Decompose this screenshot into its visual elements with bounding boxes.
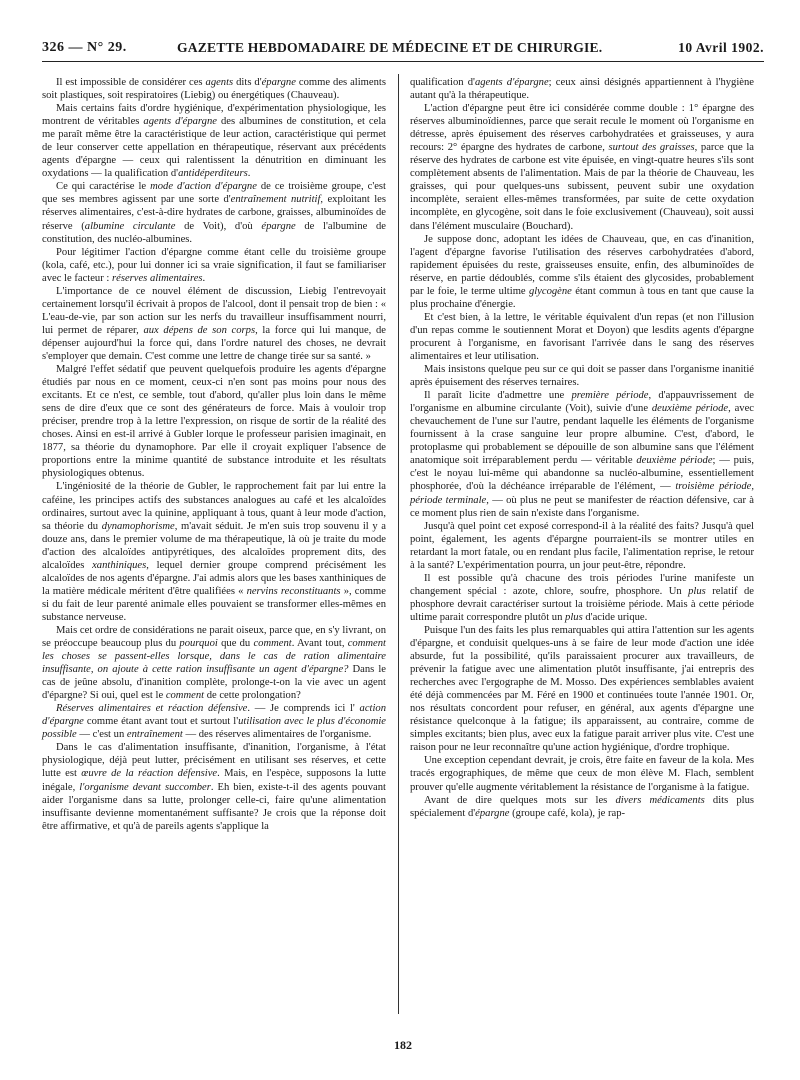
italic-run: entraînement nutritif [230, 194, 321, 206]
text-run: étant commun à tous en tant que cause la plus prochaine d'énergie. [410, 285, 754, 310]
italic-run: mode d'action d'épargne [150, 181, 257, 193]
left-text-column [42, 76, 386, 833]
text-run: ; ceux ainsi désignés appartiennent à l'hygiène autant qu'à la thérapeutique. [410, 77, 754, 102]
text-run: Dans le cas d'alimentation insuffisante, d'inanition, l'organisme, à l'état physiologique, déjà peut lutter, précisément en utilisant ses réserves, et cette lutte est [42, 742, 386, 780]
text-run: , avec chevauchement de l'une sur l'autre, pendant laquelle les éléments de l'organisme fournissent à la crase sanguine leur propre albumine. C'est, d'abord, le protoplasme qui probablement se dépouille de son albumine sans que l'élément anatomique soit irréparablement perdu — véritable [410, 403, 754, 467]
italic-run: antidéperditeurs [178, 168, 248, 180]
italic-run: troisième période, période terminale [410, 481, 754, 506]
text-run: . Avant tout, [291, 638, 348, 650]
text-run: comme étant avant tout et surtout l' [83, 716, 239, 728]
text-run: Pour légitimer l'action d'épargne comme étant celle du troisième groupe (kola, café, etc.), pour lui donner ici sa vraie signification, il faut se familiariser avec le facteur : [42, 246, 386, 284]
text-run: L'importance de ce nouvel élément de discussion, Liebig l'entrevoyait certainement lorsqu'il écrivait à propos de l'alcool, dont il pensait trop de bien : « L'eau-de-vie, par son action sur les nerfs du travailleur insuffisamment nourri, lui permet de réparer, [42, 285, 386, 336]
italic-run: agents d'épargne [143, 116, 217, 128]
text-run: , exploitant les réserves alimentaires, c'est-à-dire hydrates de carbone, graisses, albuminoïdes de réserve ( [42, 194, 386, 232]
italic-run: agents d'épargne [474, 77, 549, 88]
text-run: dits plus spécialement d' [410, 794, 754, 819]
italic-run: action d'épargne [42, 703, 386, 728]
paragraph [410, 233, 754, 311]
text-run: . [247, 168, 251, 180]
italic-run: utilisation avec le plus d'économie possible [42, 716, 386, 741]
text-run: Je suppose donc, adoptant les idées de Chauveau, que, en cas d'inanition, l'agent d'épargne favorise l'utilisation des réserves carbohydratées d'abord, rapidement épuisées du reste, graisseuses ensuite, enfin, des albuminoïdes de réserve, en partie dédoublés, comme s'ils étaient des glycosides, probablement par le foie, le terme ultime [410, 233, 754, 297]
italic-run: dynamophorisme [101, 520, 175, 532]
issue-date: 10 Avril 1902. [678, 40, 764, 55]
text-run: L'ingéniosité de la théorie de Gubler, le rapprochement fait par lui entre la caféine, les principes actifs des substances analogues au café et les alcaloïdes ordinaires, surtout avec la quinine, appliquant à tous, quant à leur mode d'action, sa théorie du [42, 481, 386, 532]
text-run: que du [217, 638, 254, 650]
folio-number: 182 [394, 1038, 412, 1052]
italic-run: première période [571, 390, 649, 402]
paragraph [410, 624, 754, 754]
page-issue-number: 326 — N° 29. [42, 40, 127, 55]
paragraph [410, 102, 754, 232]
text-run: Il est possible qu'à chacune des trois périodes l'urine manifeste un changement spécial : azote, chlore, soufre, phosphore. Un [410, 572, 754, 597]
text-run: Jusqu'à quel point cet exposé correspond-il à la réalité des faits? Jusqu'à quel point, également, les agents d'épargne pourraient-ils se montrer utiles en retardant la mort fatale, ou en rendant plus facile, l'alimentation reprise, le retour à la santé? L'expérimentation pourra, un jour peut-être, répondre. [410, 520, 754, 571]
text-run: Et c'est bien, à la lettre, le véritable équivalent d'un repas (et non l'illusion d'un repas comme le soutiennent Morat et Doyon) que lesdits agents d'épargne procurent à l'organisme, en favorisant l'arrivée dans le sang des réserves alimentaires et leur utilisation. [410, 311, 754, 362]
text-run: de l'albumine de constitution, des nucléo-albumines. [42, 220, 386, 245]
text-run: qualification d' [410, 77, 475, 88]
paragraph [410, 520, 754, 572]
italic-run: pourquoi [179, 638, 218, 650]
italic-run: deuxième période [651, 403, 729, 415]
text-run: dits d' [233, 77, 262, 88]
italic-run: plus [565, 611, 583, 623]
text-run: L'action d'épargne peut être ici considérée comme double : 1° épargne des réserves albuminoïdiennes, parce que serait recule le moment où l'organisme en détresse, après épuisement des réserves carbohydratées et graisseuses, y aura recours: 2° épargne des hydrates de carbone, [410, 103, 754, 154]
italic-run: surtout des graisses [608, 142, 695, 154]
journal-title: GAZETTE HEBDOMADAIRE DE MÉDECINE ET DE CHIRURGIE. [177, 40, 603, 55]
text-run: — des réserves alimentaires de l'organisme. [182, 729, 372, 741]
text-run: (groupe café, kola), je rap- [509, 807, 626, 819]
paragraph [410, 794, 754, 820]
paragraph [42, 180, 386, 245]
paragraph [42, 702, 386, 741]
paragraph [42, 102, 386, 180]
text-run: Une exception cependant devrait, je crois, être faite en faveur de la kola. Mes tracés ergographiques, de même que ceux de mon élève M. Flach, semblent prouver qu'elle augmente véritablement la résistance de l'organisme à la fatigue. [410, 755, 754, 793]
running-header [42, 40, 764, 58]
italic-run: agents [205, 77, 234, 88]
text-run: , parce que la réserve des hydrates de carbone est vite épuisée, en vingt-quatre heures s'ils sont complètement absents de l'alimentation. Mais de par la théorie de Chauveau, les graisses, qui pour quelques-uns subissent, peuvent subir une oxydation incomplète, seraient elles-mêmes transformées, par suite de cette oxydation incomplète, en glycogène, soit dans le foie exclusivement (Chauveau), soit aussi dans l'élément musculaire (Bouchard). [410, 142, 755, 232]
text-run: , lequel dernier groupe comprend précisément les alcaloïdes de nos agents d'épargne. J'ai admis alors que les bases xanthiniques de la matière médicale méritent d'être qualifiées « [42, 559, 386, 597]
italic-run: aux dépens de son corps [143, 324, 256, 336]
header-rule [42, 61, 764, 62]
text-run: . — Je comprends ici l' [247, 703, 360, 715]
text-run: Malgré l'effet sédatif que peuvent quelquefois produire les agents d'épargne étudiés par nous en ce moment, ceux-ci n'en sont pas moins pour nous des excitants. Et ce n'est, ce semble, tout d'abord, qu'aller plus loin dans le même sens de dire d'eux que ce sont des générateurs de force. Mais à vouloir trop préciser, prendre trop à la lettre l'expression, on risque de sortir de la réalité des choses. Ainsi en est-il arrivé à Gubler lorque le professeur parisien imaginait, en 1877, sa théorie du dynamophore. Par elle il croyait expliquer l'absence de proportions entre la minime quantité de substance introduite et les résultats physiologiques obtenus. [42, 364, 386, 480]
paragraph [42, 76, 386, 102]
text-run: . Eh bien, existe-t-il des agents pouvant aider l'organisme dans sa lutte, prolonger celle-ci, faire qu'une alimentation insuffisante devienne momentanément suffisante? Je crois que la réponse doit être affirmative, et qu'à de pareils agents s'applique la [42, 781, 386, 832]
text-run: , — où plus ne peut se manifester de réaction défensive, car à ce moment plus rien de sain n'existe dans l'organisme. [410, 494, 754, 519]
italic-run: glycogène [528, 285, 572, 297]
paragraph [410, 389, 754, 519]
paragraph [42, 363, 386, 480]
text-run: relatif de phosphore devrait caractériser surtout la troisième période. Mais à cette période ultime parait correspondre plutôt un [410, 585, 754, 623]
text-run: Il est impossible de considérer ces [56, 77, 206, 88]
italic-run: divers médicaments [615, 794, 705, 806]
italic-run: épargne [261, 77, 296, 88]
italic-run: Réserves alimentaires et réaction défensive [56, 703, 248, 715]
paragraph [42, 741, 386, 832]
italic-run: plus [688, 585, 706, 597]
column-divider [398, 74, 399, 1014]
text-run: de cette prolongation? [204, 690, 301, 702]
paragraph [42, 285, 386, 363]
italic-run: deuxième période [636, 455, 713, 467]
text-run: », comme si du fait de leur parenté animale elles pouvaient se transformer elles-mêmes en substance nerveuse. [42, 585, 386, 623]
text-run: . Mais, en l'espèce, supposons la lutte inégale, [42, 768, 386, 793]
text-run: Puisque l'un des faits les plus remarquables qui attira l'attention sur les agents d'épargne, et conduisit quelques-uns à se faire de leur mode d'action une idée absurde, fut la possibilité, qu'ils paraissaient procurer aux travailleurs, de prévenir la fatigue avec une alimentation plutôt insuffisante, j'ai entrepris des recherches avec l'ergographe de M. Mosso. Des expériences semblables avaient été déjà commencées par M. Féré en 1900 et continuées toute l'année 1901. Or, nos résultats concordent pour refuser, en général, aux agents d'épargne une résistance quelconque à la fatigue; ils apparaissent, au contraire, comme de simples excitants; bien plus, avec eux la fatigue parait arriver plus vite. C'est une raison pour ne leur reconnaître qu'une action hygiénique, d'ordre trophique. [410, 624, 754, 754]
italic-run: l'organisme devant succomber [79, 781, 211, 793]
text-run: Ce qui caractérise le [56, 181, 151, 193]
italic-run: entraînement [126, 729, 183, 741]
text-run: d'acide urique. [582, 611, 648, 623]
paragraph [42, 246, 386, 285]
paragraph [42, 624, 386, 702]
text-run: de ce troisième groupe, c'est que ses membres agissent par une sorte d' [42, 181, 387, 206]
journal-page [42, 0, 764, 1080]
text-run: Avant de dire quelques mots sur les [424, 794, 616, 806]
paragraph [410, 572, 754, 624]
paragraph [410, 363, 754, 389]
italic-run: comment [253, 638, 292, 650]
italic-run: réserves alimentaires [112, 272, 203, 284]
italic-run: nervins reconstituants [246, 585, 341, 597]
italic-run: épargne [475, 807, 510, 819]
text-run: des albumines de constitution, et cela me paraît même être la caractéristique de leur action, caractéristique qui permet de leur conserver cette appellation en thérapeutique, réservant aux précédents agents d'épargne — ceux qui ralentissent la dénutrition en diminuant les oxydations — la qualification d' [42, 116, 386, 180]
text-run: ; — puis, c'est le noyau lui-même qui abandonne sa nucléo-albumine, essentiellement phosphorée, d'où la déchéance irréparable de l'élément, — [410, 455, 754, 493]
text-run: . [202, 272, 206, 284]
paragraph [42, 480, 386, 624]
paragraph [410, 754, 754, 793]
text-run: , d'appauvrissement de l'organisme en albumine circulante (Voit), suivie d'une [410, 390, 754, 415]
text-run: de Voit), d'où [175, 220, 262, 232]
italic-run: comment les choses se passent-elles lorsque, dans le cas de ration alimentaire insuffisante, on ajoute à cette ration insuffisante un agent d'épargne? [42, 638, 386, 676]
text-run: , m'avait séduit. Je m'en suis trop souvenu il y a douze ans, dans le premier volume de ma thérapeutique, là où je traite du mode d'action des alcaloïdes antipyrétiques, des alcaloïdes proprement dits, des alcaloïdes [42, 520, 387, 571]
text-run: Mais cet ordre de considérations ne parait oiseux, parce que, en s'y livrant, on se préoccupe beaucoup plus du [42, 624, 386, 650]
italic-run: épargne [261, 220, 296, 232]
text-run: Dans le cas de jeûne absolu, d'inanition complète, prolonge-t-on la vie avec un agent d'épargne? Si oui, quel est le [42, 664, 387, 702]
text-run: , la force qui lui manque, de dépenser aujourd'hui la force qui, dans l'ordre naturel des choses, ne devrait s'employer que demain. C'est comme une lettre de change tirée sur sa santé. » [42, 324, 386, 362]
text-run: Mais insistons quelque peu sur ce qui doit se passer dans l'organisme inanitié après épuisement des réserves ternaires. [410, 364, 754, 389]
italic-run: comment [165, 690, 205, 702]
italic-run: albumine circulante [84, 220, 176, 232]
text-run: Mais certains faits d'ordre hygiénique, d'expérimentation physiologique, les montrent de véritables [42, 103, 386, 128]
text-run: Il paraît licite d'admettre une [424, 390, 572, 402]
right-text-column [410, 76, 754, 820]
italic-run: xanthiniques [92, 559, 147, 571]
text-run: comme des aliments soit plastiques, soit respiratoires (Liebig) ou énergétiques (Chauveau). [42, 77, 386, 102]
italic-run: œuvre de la réaction défensive [81, 768, 218, 780]
paragraph [410, 311, 754, 363]
text-run: — c'est un [76, 729, 127, 741]
paragraph [410, 76, 754, 102]
